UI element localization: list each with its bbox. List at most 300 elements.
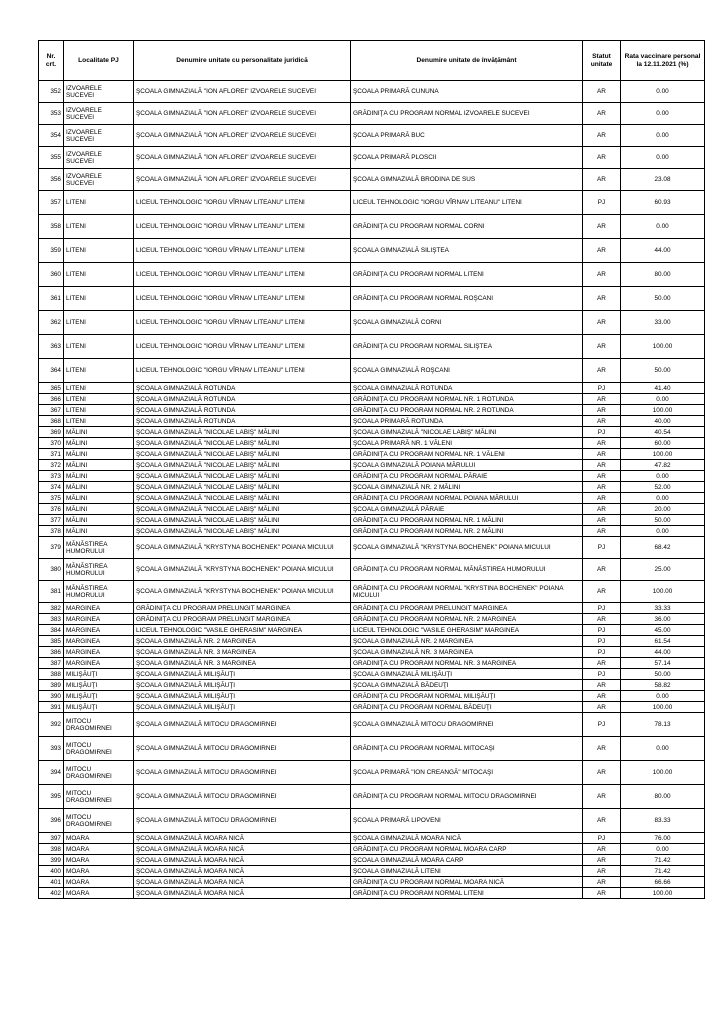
table-row (39, 335, 705, 359)
cell-nr: 382 (39, 603, 64, 614)
cell-unitate: ŞCOALA PRIMARĂ "ION CREANGĂ" MITOCAŞI (351, 761, 583, 785)
cell-statut: AR (583, 147, 621, 169)
cell-pj: ŞCOALA GIMNAZIALĂ MITOCU DRAGOMIRNEI (134, 809, 351, 833)
cell-localitate: MĂNĂSTIREA HUMORULUI (64, 559, 134, 581)
cell-localitate: MĂLINI (64, 504, 134, 515)
cell-localitate: IZVOARELE SUCEVEI (64, 103, 134, 125)
cell-localitate: MĂLINI (64, 438, 134, 449)
cell-localitate: LITENI (64, 383, 134, 394)
cell-unitate: ŞCOALA GIMNAZIALĂ NR. 2 MĂLINI (351, 482, 583, 493)
cell-unitate: ŞCOALA PRIMARĂ CUNUNA (351, 81, 583, 103)
vaccination-table (38, 40, 705, 899)
cell-rata: 60.93 (621, 191, 705, 215)
cell-localitate: MITOCU DRAGOMIRNEI (64, 785, 134, 809)
cell-nr: 365 (39, 383, 64, 394)
table-row (39, 471, 705, 482)
cell-unitate: ŞCOALA GIMNAZIALĂ MITOCU DRAGOMIRNEI (351, 713, 583, 737)
table-row (39, 169, 705, 191)
cell-nr: 390 (39, 691, 64, 702)
cell-localitate: MARGINEA (64, 614, 134, 625)
cell-nr: 372 (39, 460, 64, 471)
cell-localitate: LITENI (64, 263, 134, 287)
cell-localitate: MARGINEA (64, 636, 134, 647)
cell-rata: 50.00 (621, 669, 705, 680)
cell-rata: 36.00 (621, 614, 705, 625)
cell-nr: 400 (39, 866, 64, 877)
cell-localitate: MOARA (64, 844, 134, 855)
table-row (39, 147, 705, 169)
cell-pj: ŞCOALA GIMNAZIALĂ "NICOLAE LABIŞ" MĂLINI (134, 471, 351, 482)
cell-rata: 44.00 (621, 647, 705, 658)
cell-nr: 383 (39, 614, 64, 625)
cell-localitate: LITENI (64, 287, 134, 311)
cell-statut: AR (583, 658, 621, 669)
cell-unitate: ŞCOALA PRIMARĂ BUC (351, 125, 583, 147)
cell-localitate: MITOCU DRAGOMIRNEI (64, 761, 134, 785)
cell-pj: ŞCOALA GIMNAZIALĂ "NICOLAE LABIŞ" MĂLINI (134, 515, 351, 526)
table-row (39, 680, 705, 691)
cell-statut: AR (583, 888, 621, 899)
table-row (39, 416, 705, 427)
cell-nr: 379 (39, 537, 64, 559)
cell-pj: ŞCOALA GIMNAZIALĂ "ION AFLOREI" IZVOARELE SUCEVEI (134, 103, 351, 125)
table-row (39, 125, 705, 147)
cell-rata: 0.00 (621, 471, 705, 482)
cell-statut: AR (583, 311, 621, 335)
table-row (39, 669, 705, 680)
table-row (39, 427, 705, 438)
table-row (39, 394, 705, 405)
cell-nr: 377 (39, 515, 64, 526)
cell-localitate: MĂLINI (64, 493, 134, 504)
cell-unitate: GRĂDINIŢA CU PROGRAM NORMAL MOARA CARP (351, 844, 583, 855)
cell-unitate: GRĂDINIŢA CU PROGRAM NORMAL NR. 1 VĂLENI (351, 449, 583, 460)
table-row (39, 581, 705, 603)
cell-rata: 0.00 (621, 103, 705, 125)
cell-unitate: LICEUL TEHNOLOGIC "IORGU VÎRNAV LITEANU" LITENI (351, 191, 583, 215)
cell-localitate: MARGINEA (64, 647, 134, 658)
cell-nr: 359 (39, 239, 64, 263)
cell-statut: AR (583, 335, 621, 359)
cell-nr: 398 (39, 844, 64, 855)
cell-localitate: IZVOARELE SUCEVEI (64, 125, 134, 147)
cell-statut: AR (583, 394, 621, 405)
table-row (39, 191, 705, 215)
cell-localitate: LITENI (64, 239, 134, 263)
table-row (39, 215, 705, 239)
cell-rata: 0.00 (621, 737, 705, 761)
cell-unitate: ŞCOALA PRIMARĂ NR. 1 VĂLENI (351, 438, 583, 449)
table-row (39, 438, 705, 449)
cell-pj: GRĂDINIŢA CU PROGRAM PRELUNGIT MARGINEA (134, 614, 351, 625)
cell-nr: 381 (39, 581, 64, 603)
cell-rata: 58.82 (621, 680, 705, 691)
cell-unitate: LICEUL TEHNOLOGIC "VASILE GHERASIM" MARGINEA (351, 625, 583, 636)
cell-statut: AR (583, 737, 621, 761)
table-row (39, 737, 705, 761)
cell-statut: AR (583, 125, 621, 147)
cell-statut: AR (583, 614, 621, 625)
cell-nr: 396 (39, 809, 64, 833)
cell-rata: 0.00 (621, 493, 705, 504)
cell-pj: ŞCOALA GIMNAZIALĂ MITOCU DRAGOMIRNEI (134, 761, 351, 785)
cell-unitate: GRĂDINIŢA CU PROGRAM NORMAL MITOCAŞI (351, 737, 583, 761)
cell-statut: PJ (583, 833, 621, 844)
cell-pj: LICEUL TEHNOLOGIC "IORGU VÎRNAV LITEANU" LITENI (134, 359, 351, 383)
cell-localitate: IZVOARELE SUCEVEI (64, 169, 134, 191)
cell-localitate: LITENI (64, 359, 134, 383)
cell-statut: PJ (583, 383, 621, 394)
cell-pj: ŞCOALA GIMNAZIALĂ MILIŞĂUŢI (134, 691, 351, 702)
cell-statut: AR (583, 215, 621, 239)
cell-unitate: ŞCOALA PRIMARĂ LIPOVENI (351, 809, 583, 833)
table-row (39, 515, 705, 526)
cell-nr: 387 (39, 658, 64, 669)
cell-nr: 360 (39, 263, 64, 287)
cell-nr: 364 (39, 359, 64, 383)
cell-localitate: LITENI (64, 394, 134, 405)
cell-statut: AR (583, 493, 621, 504)
cell-nr: 378 (39, 526, 64, 537)
cell-unitate: ŞCOALA GIMNAZIALĂ SILIŞTEA (351, 239, 583, 263)
cell-nr: 380 (39, 559, 64, 581)
cell-unitate: GRĂDINIŢA CU PROGRAM PRELUNGIT MARGINEA (351, 603, 583, 614)
cell-pj: ŞCOALA GIMNAZIALĂ "NICOLAE LABIŞ" MĂLINI (134, 493, 351, 504)
cell-pj: LICEUL TEHNOLOGIC "IORGU VÎRNAV LITEANU" LITENI (134, 311, 351, 335)
cell-statut: AR (583, 559, 621, 581)
cell-localitate: MĂNĂSTIREA HUMORULUI (64, 581, 134, 603)
cell-nr: 354 (39, 125, 64, 147)
cell-unitate: GRĂDINIŢA CU PROGRAM NORMAL IZVOARELE SUCEVEI (351, 103, 583, 125)
cell-localitate: MĂLINI (64, 482, 134, 493)
cell-localitate: MOARA (64, 877, 134, 888)
cell-statut: PJ (583, 625, 621, 636)
cell-rata: 25.00 (621, 559, 705, 581)
cell-rata: 61.54 (621, 636, 705, 647)
cell-pj: ŞCOALA GIMNAZIALĂ "ION AFLOREI" IZVOARELE SUCEVEI (134, 147, 351, 169)
table-row (39, 888, 705, 899)
cell-nr: 397 (39, 833, 64, 844)
cell-rata: 57.14 (621, 658, 705, 669)
cell-pj: ŞCOALA GIMNAZIALĂ MILIŞĂUŢI (134, 669, 351, 680)
table-row (39, 702, 705, 713)
cell-pj: ŞCOALA GIMNAZIALĂ MILIŞĂUŢI (134, 680, 351, 691)
table-row (39, 614, 705, 625)
cell-localitate: MARGINEA (64, 603, 134, 614)
cell-pj: ŞCOALA GIMNAZIALĂ MITOCU DRAGOMIRNEI (134, 785, 351, 809)
cell-unitate: ŞCOALA GIMNAZIALĂ "KRYSTYNA BOCHENEK" POIANA MICULUI (351, 537, 583, 559)
table-row (39, 537, 705, 559)
cell-localitate: MOARA (64, 866, 134, 877)
cell-statut: AR (583, 359, 621, 383)
cell-pj: LICEUL TEHNOLOGIC "IORGU VÎRNAV LITEANU" LITENI (134, 191, 351, 215)
cell-unitate: GRĂDINIŢA CU PROGRAM NORMAL MILIŞĂUŢI (351, 691, 583, 702)
cell-pj: ŞCOALA GIMNAZIALĂ NR. 3 MARGINEA (134, 647, 351, 658)
table-row (39, 833, 705, 844)
table-row (39, 359, 705, 383)
cell-unitate: GRADINIŢA CU PROGRAM NORMAL NR. 3 MARGINEA (351, 658, 583, 669)
cell-pj: ŞCOALA GIMNAZIALĂ "NICOLAE LABIŞ" MĂLINI (134, 460, 351, 471)
cell-localitate: MITOCU DRAGOMIRNEI (64, 713, 134, 737)
cell-pj: LICEUL TEHNOLOGIC "IORGU VÎRNAV LITEANU" LITENI (134, 215, 351, 239)
cell-pj: ŞCOALA GIMNAZIALĂ MOARA NICĂ (134, 844, 351, 855)
cell-unitate: GRĂDINIŢA CU PROGRAM NORMAL NR. 1 ROTUNDA (351, 394, 583, 405)
cell-statut: AR (583, 809, 621, 833)
header-localitate: Localitate PJ (64, 41, 134, 81)
cell-rata: 100.00 (621, 702, 705, 713)
cell-unitate: ŞCOALA GIMNAZIALĂ BRODINA DE SUS (351, 169, 583, 191)
cell-unitate: ŞCOALA GIMNAZIALĂ LITENI (351, 866, 583, 877)
cell-pj: ŞCOALA GIMNAZIALĂ MOARA NICĂ (134, 877, 351, 888)
cell-rata: 100.00 (621, 405, 705, 416)
table-row (39, 761, 705, 785)
cell-localitate: MOARA (64, 888, 134, 899)
cell-rata: 44.00 (621, 239, 705, 263)
cell-unitate: ŞCOALA GIMNAZIALĂ MILIŞĂUŢI (351, 669, 583, 680)
table-row (39, 287, 705, 311)
cell-pj: ŞCOALA GIMNAZIALĂ "ION AFLOREI" IZVOARELE SUCEVEI (134, 169, 351, 191)
cell-statut: AR (583, 405, 621, 416)
cell-rata: 71.42 (621, 855, 705, 866)
table-row (39, 263, 705, 287)
table-row (39, 636, 705, 647)
cell-nr: 388 (39, 669, 64, 680)
cell-localitate: MĂLINI (64, 427, 134, 438)
cell-nr: 391 (39, 702, 64, 713)
cell-unitate: ŞCOALA GIMNAZIALĂ CORNI (351, 311, 583, 335)
cell-statut: AR (583, 526, 621, 537)
cell-nr: 353 (39, 103, 64, 125)
cell-localitate: MARGINEA (64, 658, 134, 669)
cell-localitate: MĂNĂSTIREA HUMORULUI (64, 537, 134, 559)
cell-rata: 60.00 (621, 438, 705, 449)
cell-localitate: MĂLINI (64, 526, 134, 537)
table-row (39, 809, 705, 833)
cell-statut: AR (583, 81, 621, 103)
cell-localitate: MĂLINI (64, 515, 134, 526)
cell-statut: PJ (583, 191, 621, 215)
cell-rata: 66.66 (621, 877, 705, 888)
cell-localitate: LITENI (64, 191, 134, 215)
cell-nr: 386 (39, 647, 64, 658)
cell-statut: AR (583, 449, 621, 460)
cell-statut: AR (583, 471, 621, 482)
cell-localitate: MĂLINI (64, 460, 134, 471)
cell-nr: 367 (39, 405, 64, 416)
cell-nr: 357 (39, 191, 64, 215)
cell-unitate: ŞCOALA GIMNAZIALĂ BĂDEUŢI (351, 680, 583, 691)
cell-rata: 71.42 (621, 866, 705, 877)
cell-rata: 45.00 (621, 625, 705, 636)
cell-unitate: ŞCOALA GIMNAZIALĂ ROŞCANI (351, 359, 583, 383)
cell-unitate: GRĂDINIŢA CU PROGRAM NORMAL NR. 2 ROTUNDA (351, 405, 583, 416)
cell-localitate: MILIŞĂUŢI (64, 669, 134, 680)
cell-statut: PJ (583, 669, 621, 680)
cell-statut: PJ (583, 636, 621, 647)
cell-rata: 0.00 (621, 394, 705, 405)
cell-pj: ŞCOALA GIMNAZIALĂ NR. 2 MARGINEA (134, 636, 351, 647)
cell-statut: AR (583, 504, 621, 515)
cell-rata: 100.00 (621, 335, 705, 359)
cell-rata: 50.00 (621, 359, 705, 383)
cell-rata: 40.54 (621, 427, 705, 438)
table-row (39, 625, 705, 636)
cell-statut: AR (583, 680, 621, 691)
cell-unitate: GRĂDINIŢA CU PROGRAM NORMAL ROŞCANI (351, 287, 583, 311)
table-row (39, 559, 705, 581)
cell-statut: AR (583, 438, 621, 449)
cell-rata: 40.00 (621, 416, 705, 427)
cell-statut: AR (583, 169, 621, 191)
cell-statut: PJ (583, 603, 621, 614)
cell-unitate: ŞCOALA GIMNAZIALĂ MOARA CARP (351, 855, 583, 866)
table-row (39, 405, 705, 416)
table-row (39, 504, 705, 515)
cell-localitate: LITENI (64, 311, 134, 335)
cell-pj: ŞCOALA GIMNAZIALĂ MILIŞĂUŢI (134, 702, 351, 713)
cell-rata: 80.00 (621, 785, 705, 809)
cell-nr: 392 (39, 713, 64, 737)
cell-pj: ŞCOALA GIMNAZIALĂ ROTUNDA (134, 405, 351, 416)
cell-rata: 0.00 (621, 691, 705, 702)
cell-pj: ŞCOALA GIMNAZIALĂ ROTUNDA (134, 383, 351, 394)
cell-nr: 356 (39, 169, 64, 191)
table-row (39, 449, 705, 460)
cell-unitate: GRĂDINIŢA CU PROGRAM NORMAL CORNI (351, 215, 583, 239)
table-row (39, 866, 705, 877)
cell-statut: AR (583, 844, 621, 855)
cell-rata: 50.00 (621, 515, 705, 526)
cell-unitate: GRĂDINIŢA CU PROGRAM NORMAL MĂNĂSTIREA HUMORULUI (351, 559, 583, 581)
cell-pj: ŞCOALA GIMNAZIALĂ NR. 3 MARGINEA (134, 658, 351, 669)
cell-pj: LICEUL TEHNOLOGIC "IORGU VÎRNAV LITEANU" LITENI (134, 263, 351, 287)
cell-statut: AR (583, 287, 621, 311)
cell-unitate: GRĂDINIŢA CU PROGRAM NORMAL PĂRAIE (351, 471, 583, 482)
header-unitate: Denumire unitate de învățământ (351, 41, 583, 81)
cell-pj: ŞCOALA GIMNAZIALĂ "KRYSTYNA BOCHENEK" POIANA MICULUI (134, 581, 351, 603)
cell-nr: 358 (39, 215, 64, 239)
cell-localitate: IZVOARELE SUCEVEI (64, 81, 134, 103)
cell-unitate: GRĂDINIŢA CU PROGRAM NORMAL POIANA MĂRULUI (351, 493, 583, 504)
cell-statut: AR (583, 866, 621, 877)
table-row (39, 877, 705, 888)
cell-nr: 366 (39, 394, 64, 405)
table-row (39, 460, 705, 471)
cell-statut: AR (583, 515, 621, 526)
cell-unitate: GRĂDINIŢA CU PROGRAM NORMAL SILIŞTEA (351, 335, 583, 359)
cell-statut: AR (583, 239, 621, 263)
cell-rata: 33.00 (621, 311, 705, 335)
cell-rata: 80.00 (621, 263, 705, 287)
cell-rata: 100.00 (621, 581, 705, 603)
cell-localitate: MOARA (64, 855, 134, 866)
table-row (39, 855, 705, 866)
cell-unitate: ŞCOALA GIMNAZIALĂ ROTUNDA (351, 383, 583, 394)
cell-unitate: GRĂDINIŢA CU PROGRAM NORMAL MOARA NICĂ (351, 877, 583, 888)
header-pj: Denumire unitate cu personalitate juridică (134, 41, 351, 81)
cell-unitate: ŞCOALA GIMNAZIALĂ "NICOLAE LABIŞ" MĂLINI (351, 427, 583, 438)
cell-nr: 401 (39, 877, 64, 888)
cell-statut: AR (583, 263, 621, 287)
cell-unitate: GRĂDINIŢA CU PROGRAM NORMAL NR. 2 MARGINEA (351, 614, 583, 625)
cell-rata: 100.00 (621, 888, 705, 899)
cell-nr: 352 (39, 81, 64, 103)
cell-nr: 385 (39, 636, 64, 647)
cell-nr: 355 (39, 147, 64, 169)
header-nr: Nr. crt. (39, 41, 64, 81)
cell-rata: 68.42 (621, 537, 705, 559)
table-row (39, 658, 705, 669)
table-row (39, 785, 705, 809)
cell-rata: 0.00 (621, 81, 705, 103)
cell-pj: ŞCOALA GIMNAZIALĂ "KRYSTYNA BOCHENEK" POIANA MICULUI (134, 537, 351, 559)
cell-nr: 393 (39, 737, 64, 761)
cell-nr: 370 (39, 438, 64, 449)
cell-unitate: ŞCOALA PRIMARĂ PLOSCII (351, 147, 583, 169)
cell-unitate: GRĂDINIŢA CU PROGRAM NORMAL "KRYSTINA BOCHENEK" POIANA MICULUI (351, 581, 583, 603)
cell-pj: GRĂDINIŢA CU PROGRAM PRELUNGIT MARGINEA (134, 603, 351, 614)
cell-pj: LICEUL TEHNOLOGIC "VASILE GHERASIM" MARGINEA (134, 625, 351, 636)
cell-rata: 33.33 (621, 603, 705, 614)
table-row (39, 526, 705, 537)
cell-localitate: LITENI (64, 405, 134, 416)
header-rata: Rata vaccinare personal la 12.11.2021 (%) (621, 41, 705, 81)
cell-statut: PJ (583, 537, 621, 559)
cell-statut: AR (583, 581, 621, 603)
cell-pj: ŞCOALA GIMNAZIALĂ "NICOLAE LABIŞ" MĂLINI (134, 438, 351, 449)
cell-nr: 384 (39, 625, 64, 636)
cell-rata: 23.08 (621, 169, 705, 191)
cell-localitate: LITENI (64, 335, 134, 359)
cell-pj: ŞCOALA GIMNAZIALĂ MITOCU DRAGOMIRNEI (134, 713, 351, 737)
cell-localitate: MILIŞĂUŢI (64, 702, 134, 713)
table-row (39, 482, 705, 493)
cell-pj: ŞCOALA GIMNAZIALĂ MOARA NICĂ (134, 833, 351, 844)
cell-statut: PJ (583, 647, 621, 658)
cell-pj: ŞCOALA GIMNAZIALĂ "NICOLAE LABIŞ" MĂLINI (134, 504, 351, 515)
cell-pj: ŞCOALA GIMNAZIALĂ ROTUNDA (134, 394, 351, 405)
cell-statut: AR (583, 761, 621, 785)
cell-nr: 362 (39, 311, 64, 335)
cell-unitate: GRĂDINIŢA CU PROGRAM NORMAL NR. 2 MĂLINI (351, 526, 583, 537)
cell-pj: ŞCOALA GIMNAZIALĂ "NICOLAE LABIŞ" MĂLINI (134, 526, 351, 537)
table-row (39, 383, 705, 394)
document-sheet (38, 40, 705, 899)
cell-nr: 371 (39, 449, 64, 460)
cell-localitate: MILIŞĂUŢI (64, 680, 134, 691)
cell-nr: 369 (39, 427, 64, 438)
cell-rata: 0.00 (621, 125, 705, 147)
cell-unitate: ŞCOALA GIMNAZIALĂ NR. 2 MARGINEA (351, 636, 583, 647)
cell-localitate: MITOCU DRAGOMIRNEI (64, 737, 134, 761)
cell-nr: 374 (39, 482, 64, 493)
table-row (39, 103, 705, 125)
cell-pj: ŞCOALA GIMNAZIALĂ "NICOLAE LABIŞ" MĂLINI (134, 482, 351, 493)
table-row (39, 493, 705, 504)
cell-unitate: ŞCOALA GIMNAZIALĂ POIANA MĂRULUI (351, 460, 583, 471)
cell-unitate: GRĂDINIŢA CU PROGRAM NORMAL MITOCU DRAGOMIRNEI (351, 785, 583, 809)
cell-rata: 78.13 (621, 713, 705, 737)
cell-pj: ŞCOALA GIMNAZIALĂ MOARA NICĂ (134, 888, 351, 899)
cell-rata: 47.82 (621, 460, 705, 471)
cell-unitate: GRĂDINIŢA CU PROGRAM NORMAL BĂDEUŢI (351, 702, 583, 713)
table-row (39, 81, 705, 103)
cell-nr: 363 (39, 335, 64, 359)
cell-pj: ŞCOALA GIMNAZIALĂ MOARA NICĂ (134, 855, 351, 866)
table-row (39, 844, 705, 855)
cell-rata: 76.00 (621, 833, 705, 844)
cell-statut: AR (583, 702, 621, 713)
